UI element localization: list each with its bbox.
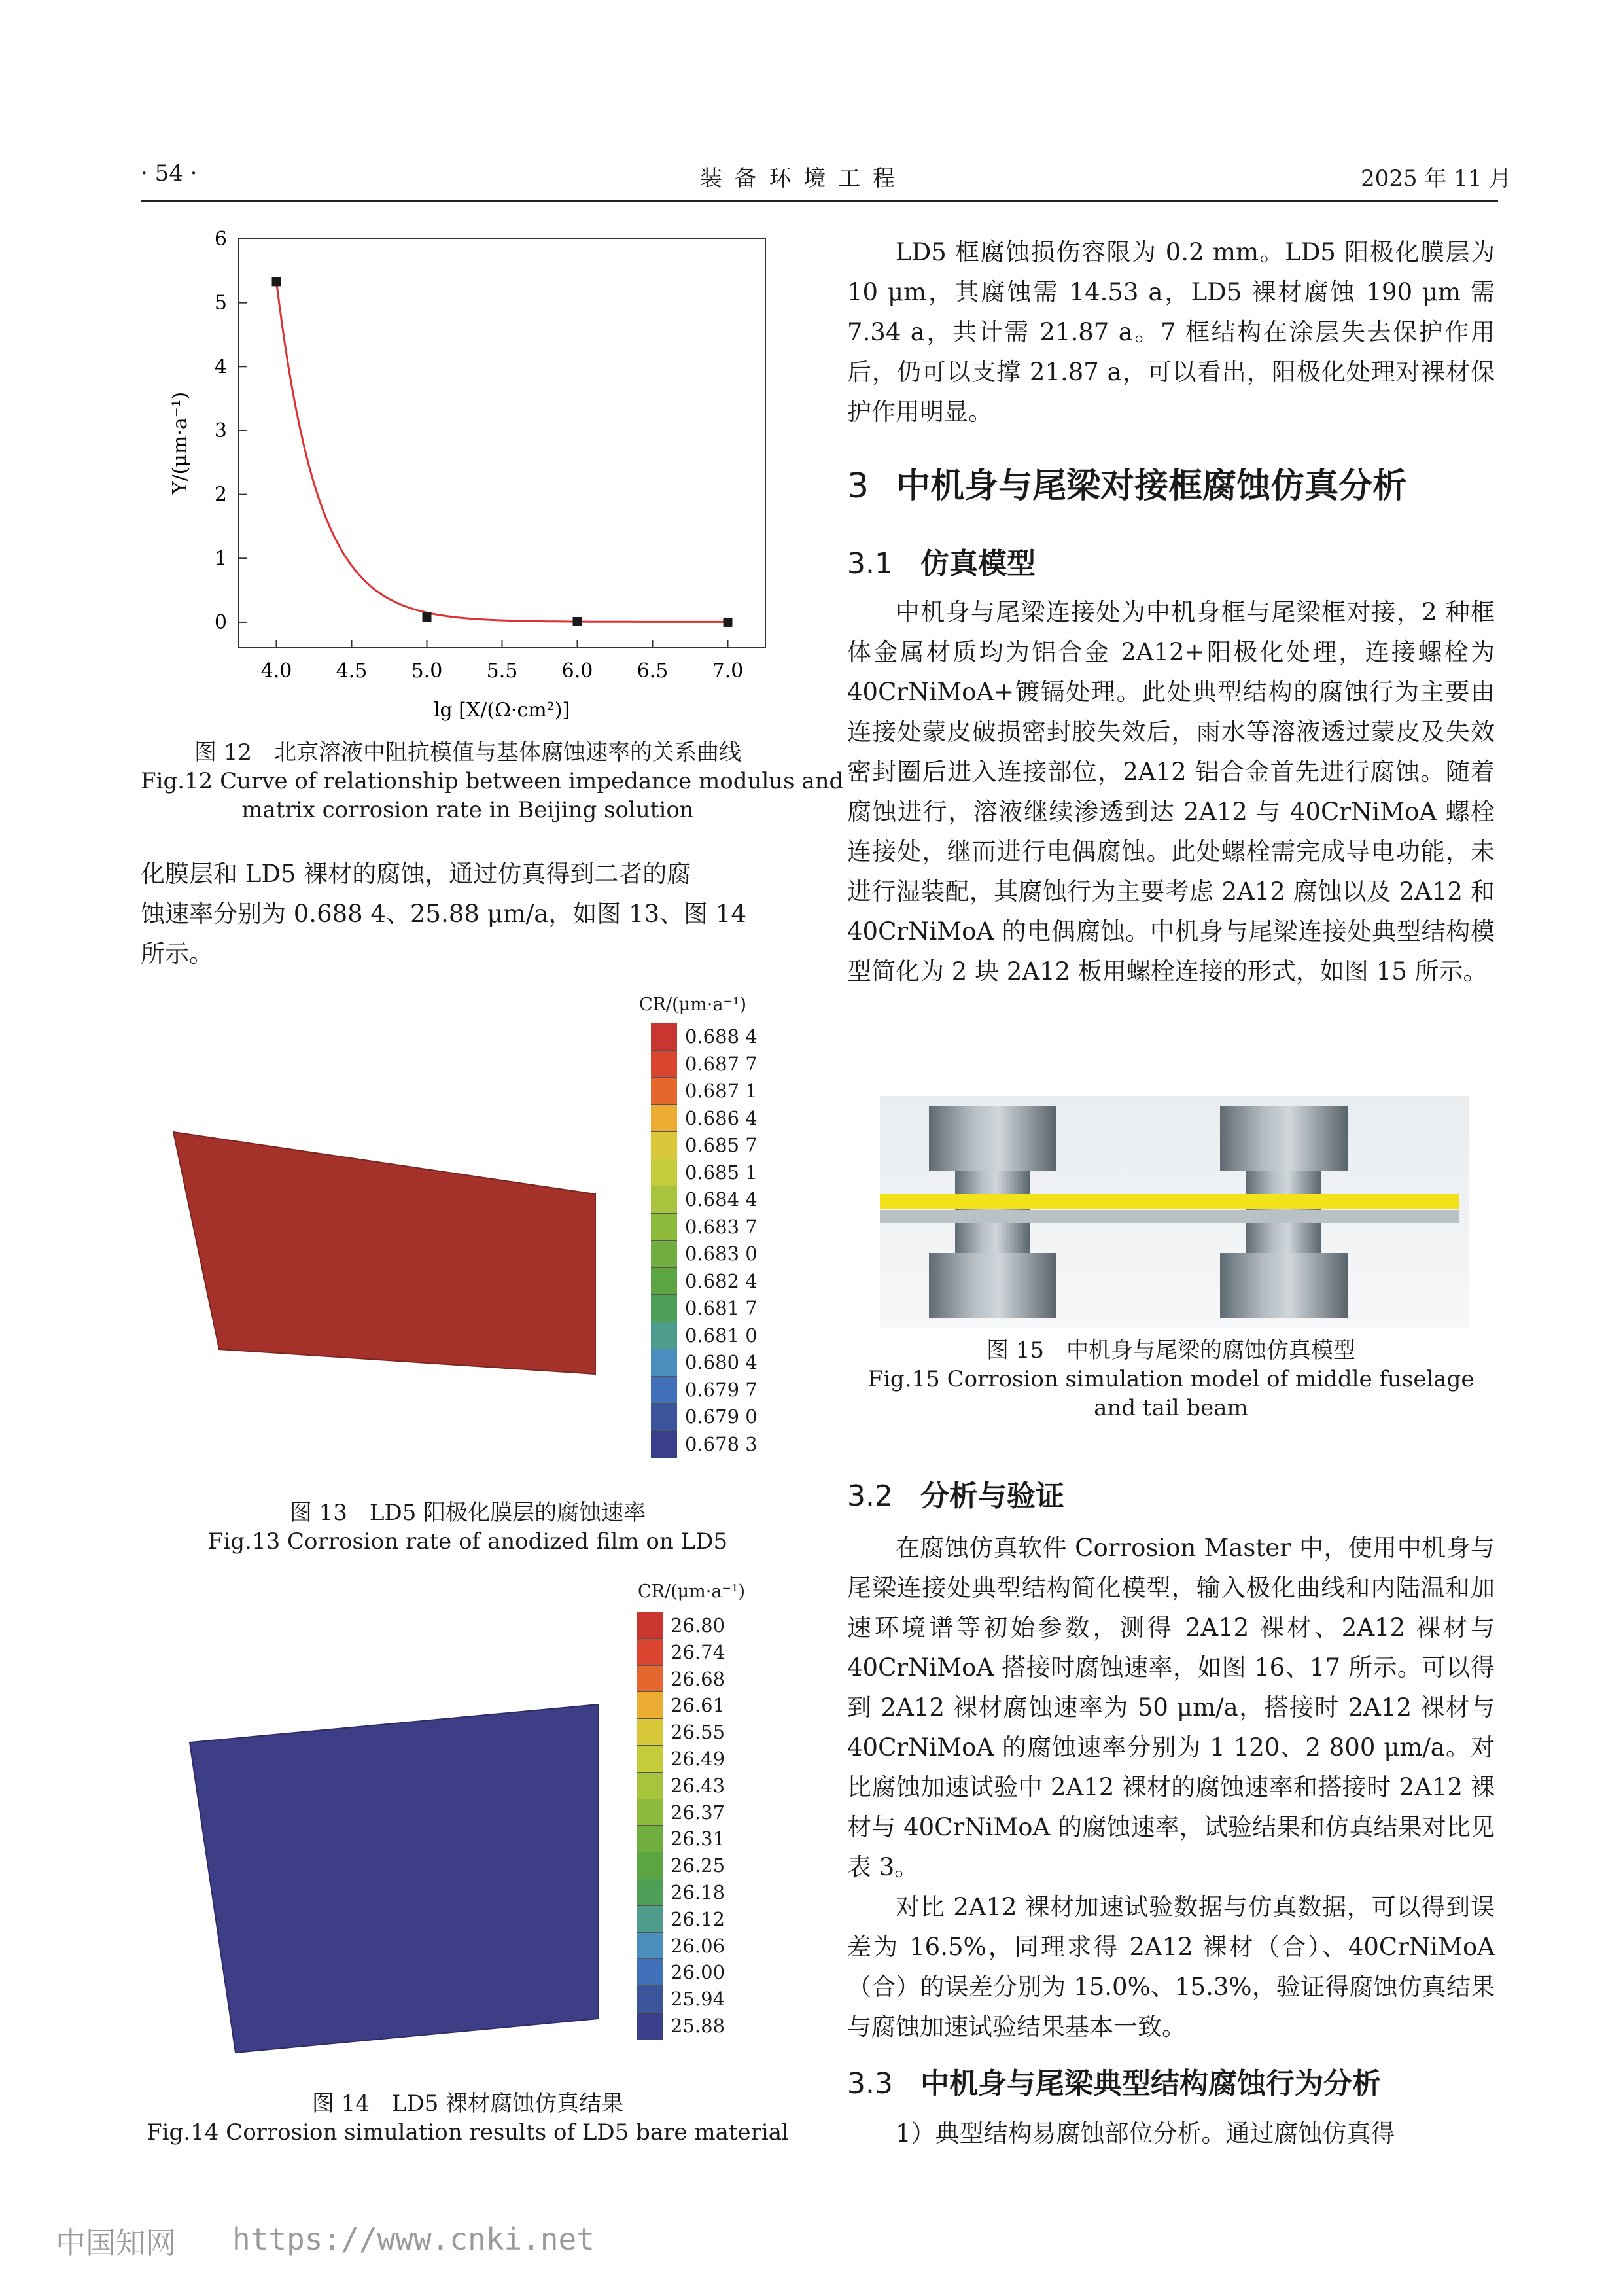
legend-value: 26.18: [671, 1881, 725, 1903]
legend-value: 0.682 4: [685, 1269, 758, 1292]
intro-paragraph: LD5 框腐蚀损伤容限为 0.2 mm。LD5 阳极化膜层为 10 μm，其腐蚀需 14.53 a，LD5 裸材腐蚀 190 μm 需 7.34 a，共计需 21.87 a。7 框结构在涂层失去保护作用后，仍可以支撑 21.87 a，可以看出，阳极化处理对裸材保护作用明显。: [847, 238, 1495, 426]
fig14-legend-title: CR/(μm·a⁻¹): [638, 1581, 746, 1602]
legend-value: 0.683 0: [685, 1243, 758, 1265]
legend-value: 26.12: [671, 1907, 725, 1930]
legend-swatch: [637, 1745, 663, 1773]
legend-value: 26.49: [671, 1748, 725, 1770]
section-3-heading: [847, 458, 1406, 507]
legend-swatch: [637, 1691, 663, 1719]
legend-swatch: [637, 1879, 663, 1906]
legend-swatch: [651, 1159, 677, 1187]
section-3-title: 中机身与尾梁对接框腐蚀仿真分析: [896, 467, 1407, 506]
fig13-caption: [141, 1498, 795, 1556]
fig13-legend-title: CR/(μm·a⁻¹): [639, 995, 747, 1015]
section-3-3-number: 3.3: [847, 2067, 893, 2100]
section-3-3-heading: [847, 2060, 1381, 2102]
legend-value: 0.683 7: [685, 1215, 758, 1238]
legend-value: 0.685 1: [685, 1161, 758, 1184]
legend-value: 26.43: [671, 1774, 725, 1797]
legend-swatch: [651, 1403, 677, 1431]
legend-value: 0.681 7: [685, 1297, 758, 1319]
legend-swatch: [651, 1322, 677, 1350]
legend-value: 26.06: [671, 1934, 725, 1957]
legend-value: 26.68: [671, 1667, 725, 1690]
legend-swatch: [651, 1131, 677, 1159]
fig14: [141, 1567, 795, 2091]
fig15-caption-cn: 图 15 中机身与尾梁的腐蚀仿真模型: [986, 1337, 1356, 1364]
fig15-model: [880, 1096, 1469, 1328]
cnki-url: https://www.cnki.net: [232, 2221, 595, 2257]
legend-swatch: [651, 1050, 677, 1078]
fig13: [141, 981, 795, 1492]
legend-swatch: [637, 1638, 663, 1666]
section-3-2-text: [847, 1528, 1495, 2047]
section-3-2-number: 3.2: [847, 1479, 893, 1513]
section-3-number: 3: [847, 467, 869, 506]
legend-swatch: [651, 1376, 677, 1404]
legend-value: 25.94: [671, 1988, 725, 2011]
x-tick-label: 6.5: [637, 660, 669, 682]
data-point: [573, 617, 582, 626]
data-point: [272, 277, 281, 286]
legend-value: 0.686 4: [685, 1106, 758, 1129]
legend-swatch: [637, 2012, 663, 2040]
legend-swatch: [651, 1077, 677, 1105]
fig13-caption-cn: 图 13 LD5 阳极化膜层的腐蚀速率: [289, 1500, 646, 1526]
x-tick-label: 4.0: [260, 660, 292, 682]
x-tick-label: 5.0: [411, 660, 443, 682]
x-axis-label: lg [X/(Ω·cm²)]: [433, 699, 570, 722]
legend-swatch: [637, 1852, 663, 1879]
y-tick-label: 0: [214, 610, 227, 634]
section-3-1-number: 3.1: [847, 547, 893, 580]
lower-plate-2a12: [880, 1210, 1459, 1223]
legend-swatch: [637, 1905, 663, 1933]
x-tick-label: 4.5: [336, 660, 368, 682]
section-3-3-title: 中机身与尾梁典型结构腐蚀行为分析: [920, 2067, 1381, 2100]
fig12-caption: [141, 738, 844, 824]
data-point: [724, 618, 733, 627]
fig13-caption-en: Fig.13 Corrosion rate of anodized film on LD5: [207, 1528, 728, 1555]
legend-value: 26.31: [671, 1828, 725, 1850]
legend-swatch: [651, 1213, 677, 1241]
issue-date: 2025 年 11 月: [1361, 166, 1512, 192]
legend-value: 0.688 4: [685, 1025, 758, 1048]
legend-swatch: [637, 1958, 663, 1986]
legend-value: 0.679 0: [685, 1405, 758, 1428]
legend-value: 0.679 7: [685, 1378, 758, 1401]
section-3-1-title: 仿真模型: [920, 547, 1036, 580]
y-axis-label: Y/(μm·a⁻¹): [169, 391, 192, 495]
page-number: · 54 ·: [141, 160, 198, 186]
x-tick-label: 6.0: [561, 660, 593, 682]
legend-swatch: [651, 1186, 677, 1214]
legend-swatch: [637, 1612, 663, 1639]
y-tick-label: 3: [214, 419, 227, 442]
legend-value: 0.680 4: [685, 1351, 758, 1373]
fig12-caption-en-1: Fig.12 Curve of relationship between impedance modulus and: [141, 768, 844, 794]
legend-swatch: [651, 1267, 677, 1296]
left-line-3: 所示。: [141, 940, 213, 968]
legend-value: 0.684 4: [685, 1188, 758, 1210]
fig12-chart: [141, 216, 795, 739]
fig12-caption-cn: 图 12 北京溶液中阻抗模值与基体腐蚀速率的关系曲线: [194, 739, 742, 766]
legend-swatch: [651, 1240, 677, 1268]
legend-swatch: [651, 1023, 677, 1051]
fig13-plate: [141, 981, 638, 1492]
legend-value: 26.55: [671, 1721, 725, 1744]
section-3-2-heading: [847, 1472, 1064, 1514]
fig12-caption-en-2: matrix corrosion rate in Beijing solution: [241, 797, 694, 823]
legend-swatch: [651, 1430, 677, 1458]
plot-frame: [239, 239, 765, 648]
legend-swatch: [637, 1825, 663, 1852]
legend-swatch: [651, 1104, 677, 1133]
fig15-caption: [847, 1336, 1495, 1422]
fig14-caption-cn: 图 14 LD5 裸材腐蚀仿真结果: [311, 2091, 624, 2117]
legend-swatch: [637, 1665, 663, 1693]
left-paragraph: [141, 854, 788, 974]
y-tick-label: 4: [214, 355, 227, 379]
left-line-1: 化膜层和 LD5 裸材的腐蚀，通过仿真得到二者的腐: [141, 860, 691, 888]
fig14-caption-en: Fig.14 Corrosion simulation results of LD5 bare material: [147, 2119, 789, 2146]
section-3-1-heading: [847, 540, 1036, 582]
legend-value: 0.685 7: [685, 1134, 758, 1156]
header-rule: [141, 200, 1498, 202]
legend-swatch: [637, 1932, 663, 1960]
fig14-caption: [141, 2089, 795, 2147]
y-tick-label: 1: [214, 547, 227, 571]
legend-value: 25.88: [671, 2015, 725, 2037]
legend-value: 0.678 3: [685, 1432, 758, 1455]
legend-value: 26.61: [671, 1694, 725, 1717]
legend-swatch: [637, 1772, 663, 1799]
fig15-caption-en-2: and tail beam: [1094, 1395, 1248, 1421]
section-3-2-paragraph-1: 在腐蚀仿真软件 Corrosion Master 中，使用中机身与尾梁连接处典型结构简化模型，输入极化曲线和内陆温和加速环境谱等初始参数，测得 2A12 裸材、2A12 裸材与 40CrNiMoA 搭接时腐蚀速率，如图 16、17 所示。可以得到 2A12 裸材腐蚀速率为 50 μm/a，搭接时 2A12 裸材与 40CrNiMoA 的腐蚀速率分别为 1 120、2 800 μm/a。对比腐蚀加速试验中 2A12 裸材的腐蚀速率和搭接时 2A12 裸材与 40CrNiMoA 的腐蚀速率，试验结果和仿真结果对比见表 3。: [847, 1534, 1495, 1881]
legend-value: 0.681 0: [685, 1324, 758, 1347]
y-tick-label: 2: [214, 483, 227, 506]
legend-swatch: [637, 1718, 663, 1746]
fig14-plate: [141, 1567, 638, 2091]
left-line-2: 蚀速率分别为 0.688 4、25.88 μm/a，如图 13、图 14: [141, 900, 747, 928]
x-tick-label: 5.5: [486, 660, 518, 682]
fit-curve: [277, 281, 728, 622]
legend-value: 0.687 1: [685, 1080, 758, 1102]
legend-swatch: [651, 1349, 677, 1377]
journal-name: 装 备 环 境 工 程: [700, 166, 898, 192]
fig15-caption-en-1: Fig.15 Corrosion simulation model of middle fuselage: [867, 1366, 1475, 1392]
legend-value: 0.687 7: [685, 1052, 758, 1075]
legend-value: 26.80: [671, 1614, 725, 1636]
y-tick-label: 6: [214, 228, 227, 251]
data-point: [423, 612, 432, 622]
legend-value: 26.74: [671, 1640, 725, 1663]
x-tick-label: 7.0: [712, 660, 744, 682]
legend-value: 26.37: [671, 1801, 725, 1824]
section-3-3-paragraph: 1）典型结构易腐蚀部位分析。通过腐蚀仿真得: [896, 2119, 1395, 2147]
legend-swatch: [651, 1294, 677, 1322]
legend-swatch: [637, 1799, 663, 1826]
section-3-2-paragraph-2: 对比 2A12 裸材加速试验数据与仿真数据，可以得到误差为 16.5%，同理求得 2A12 裸材（合）、40CrNiMoA（合）的误差分别为 15.0%、15.3%，验证得腐蚀仿真结果与腐蚀加速试验结果基本一致。: [847, 1893, 1495, 2041]
y-tick-label: 5: [214, 291, 227, 315]
legend-swatch: [637, 1985, 663, 2013]
upper-plate-2a12: [880, 1194, 1459, 1209]
section-3-1-paragraph: 中机身与尾梁连接处为中机身框与尾梁框对接，2 种框体金属材质均为铝合金 2A12+阳极化处理，连接螺栓为 40CrNiMoA+镀镉处理。此处典型结构的腐蚀行为主要由连接处蒙皮破损密封胶失效后，雨水等溶液透过蒙皮及失效密封圈后进入连接部位，2A12 铝合金首先进行腐蚀。随着腐蚀进行，溶液继续渗透到达 2A12 与 40CrNiMoA 螺栓连接处，继而进行电偶腐蚀。此处螺栓需完成导电功能，未进行湿装配，其腐蚀行为主要考虑 2A12 腐蚀以及 2A12 和 40CrNiMoA 的电偶腐蚀。中机身与尾梁连接处典型结构模型简化为 2 块 2A12 板用螺栓连接的形式，如图 15 所示。: [847, 598, 1495, 985]
legend-value: 26.00: [671, 1961, 725, 1984]
section-3-2-title: 分析与验证: [920, 1479, 1064, 1513]
legend-value: 26.25: [671, 1854, 725, 1877]
cnki-logo-text: 中国知网: [56, 2225, 176, 2261]
